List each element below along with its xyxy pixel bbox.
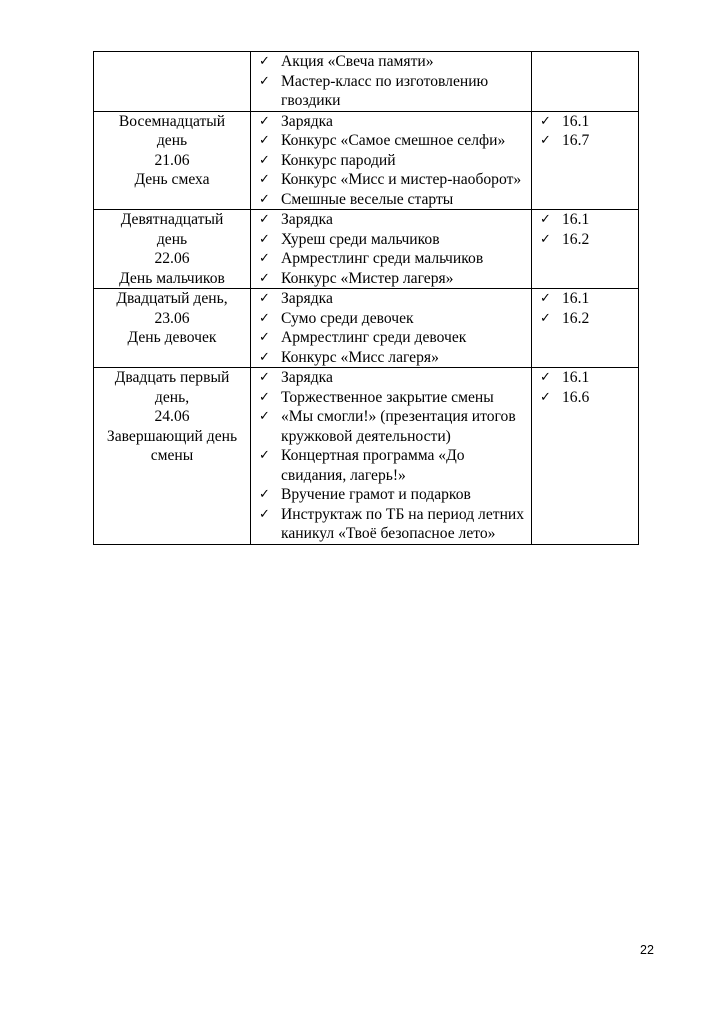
day-cell bbox=[94, 111, 251, 210]
event-text: Мастер-класс по изготовлению гвоздики bbox=[281, 72, 489, 109]
day-label-line: день bbox=[156, 230, 188, 248]
day-cell bbox=[94, 289, 251, 368]
check-mark-icon: ✓ bbox=[259, 172, 270, 187]
check-mark-icon: ✓ bbox=[259, 113, 270, 129]
list-item bbox=[259, 348, 529, 368]
check-mark-icon: ✓ bbox=[259, 270, 270, 286]
list-item bbox=[540, 230, 636, 250]
event-text: Инструктаж по ТБ на период летних каникул «Твоё безопасное лето» bbox=[281, 505, 525, 542]
code-text: 16.7 bbox=[562, 132, 590, 149]
check-mark-icon: ✓ bbox=[259, 54, 270, 69]
events-cell bbox=[251, 289, 532, 368]
events-cell bbox=[251, 111, 532, 210]
check-mark-icon: ✓ bbox=[540, 231, 551, 247]
check-mark-icon: ✓ bbox=[259, 487, 270, 502]
event-text: Торжественное закрытие смены bbox=[281, 388, 494, 406]
check-mark-icon: ✓ bbox=[259, 231, 270, 247]
day-cell bbox=[94, 368, 251, 545]
day-label-line: день bbox=[156, 132, 188, 149]
list-item bbox=[259, 289, 529, 309]
list-item bbox=[259, 72, 529, 111]
code-text: 16.1 bbox=[562, 290, 590, 307]
check-mark-icon: ✓ bbox=[540, 212, 551, 227]
check-mark-icon: ✓ bbox=[540, 389, 551, 405]
table-row bbox=[94, 210, 639, 289]
events-cell bbox=[251, 368, 532, 545]
check-mark-icon: ✓ bbox=[259, 251, 270, 266]
check-mark-icon: ✓ bbox=[259, 310, 270, 326]
list-item bbox=[540, 210, 636, 230]
schedule-table bbox=[93, 51, 639, 545]
list-item bbox=[259, 368, 529, 388]
day-label-line: Восемнадцатый bbox=[118, 112, 226, 130]
list-item bbox=[259, 230, 529, 250]
check-mark-icon: ✓ bbox=[259, 349, 270, 365]
code-text: 16.1 bbox=[562, 112, 590, 130]
event-text: Зарядка bbox=[281, 211, 333, 228]
list-item bbox=[259, 131, 529, 151]
check-mark-icon: ✓ bbox=[540, 113, 551, 129]
codes-list bbox=[532, 112, 638, 151]
check-mark-icon: ✓ bbox=[259, 370, 270, 385]
codes-list bbox=[532, 368, 638, 407]
check-mark-icon: ✓ bbox=[259, 448, 270, 463]
events-list bbox=[251, 52, 531, 111]
event-text: Армрестлинг среди девочек bbox=[281, 329, 467, 346]
day-cell bbox=[94, 210, 251, 289]
list-item bbox=[540, 309, 636, 329]
code-text: 16.1 bbox=[562, 211, 590, 228]
codes-cell bbox=[532, 111, 639, 210]
event-text: Смешные веселые старты bbox=[281, 190, 454, 208]
check-mark-icon: ✓ bbox=[540, 133, 551, 148]
day-label-line: Завершающий день bbox=[106, 427, 238, 445]
list-item bbox=[259, 190, 529, 210]
list-item bbox=[259, 112, 529, 132]
events-list bbox=[251, 210, 531, 288]
list-item bbox=[540, 368, 636, 388]
day-label-line: 23.06 bbox=[154, 309, 190, 327]
day-label-line: смены bbox=[150, 447, 194, 464]
event-text: Конкурс «Мисс лагеря» bbox=[281, 348, 439, 366]
day-label-line: день, bbox=[154, 388, 190, 406]
code-text: 16.1 bbox=[562, 369, 590, 386]
list-item bbox=[259, 170, 529, 190]
list-item bbox=[259, 249, 529, 269]
list-item bbox=[259, 446, 529, 485]
event-text: Зарядка bbox=[281, 369, 333, 386]
table-row bbox=[94, 111, 639, 210]
event-text: Конкурс пародий bbox=[281, 151, 396, 169]
event-text: Акция «Свеча памяти» bbox=[281, 53, 434, 70]
day-label-line: 21.06 bbox=[154, 151, 190, 169]
list-item bbox=[540, 131, 636, 151]
day-label-line: Двадцатый день, bbox=[116, 290, 228, 307]
page-number: 22 bbox=[640, 943, 654, 957]
list-item bbox=[540, 388, 636, 408]
table-row bbox=[94, 368, 639, 545]
events-cell bbox=[251, 52, 532, 112]
check-mark-icon: ✓ bbox=[540, 370, 551, 385]
code-text: 16.2 bbox=[562, 230, 590, 248]
check-mark-icon: ✓ bbox=[540, 291, 551, 306]
code-text: 16.6 bbox=[562, 388, 590, 406]
event-text: «Мы смогли!» (презентация итогов кружковой деятельности) bbox=[281, 408, 516, 445]
event-text: Вручение грамот и подарков bbox=[281, 486, 471, 503]
list-item bbox=[540, 112, 636, 132]
check-mark-icon: ✓ bbox=[259, 133, 270, 148]
day-label-line: 24.06 bbox=[154, 408, 190, 425]
day-cell bbox=[94, 52, 251, 112]
check-mark-icon: ✓ bbox=[259, 389, 270, 405]
event-text: Зарядка bbox=[281, 112, 333, 130]
list-item bbox=[259, 485, 529, 505]
day-label-line: Двадцать первый bbox=[114, 369, 230, 386]
day-label-line: 22.06 bbox=[154, 250, 190, 267]
event-text: Зарядка bbox=[281, 290, 333, 307]
event-text: Концертная программа «До свидания, лагерь!» bbox=[281, 447, 465, 484]
event-text: Армрестлинг среди мальчиков bbox=[281, 250, 484, 267]
codes-list bbox=[532, 289, 638, 328]
codes-cell bbox=[532, 52, 639, 112]
check-mark-icon: ✓ bbox=[259, 73, 270, 89]
list-item bbox=[259, 210, 529, 230]
list-item bbox=[540, 289, 636, 309]
event-text: Конкурс «Мисс и мистер-наоборот» bbox=[281, 171, 522, 188]
list-item bbox=[259, 269, 529, 289]
day-label-line: День девочек bbox=[127, 329, 217, 346]
events-list bbox=[251, 112, 531, 210]
list-item bbox=[259, 407, 529, 446]
table-row bbox=[94, 52, 639, 112]
event-text: Сумо среди девочек bbox=[281, 309, 414, 327]
list-item bbox=[259, 52, 529, 72]
event-text: Конкурс «Самое смешное селфи» bbox=[281, 132, 506, 149]
codes-cell bbox=[532, 289, 639, 368]
check-mark-icon: ✓ bbox=[259, 152, 270, 168]
check-mark-icon: ✓ bbox=[259, 330, 270, 345]
day-label-line: День смеха bbox=[134, 171, 210, 188]
schedule-table-body bbox=[94, 52, 639, 545]
check-mark-icon: ✓ bbox=[259, 506, 270, 522]
list-item bbox=[259, 505, 529, 544]
check-mark-icon: ✓ bbox=[259, 212, 270, 227]
check-mark-icon: ✓ bbox=[540, 310, 551, 326]
code-text: 16.2 bbox=[562, 309, 590, 327]
day-label-line: Девятнадцатый bbox=[120, 211, 224, 228]
day-label-line: День мальчиков bbox=[119, 269, 225, 287]
list-item bbox=[259, 151, 529, 171]
event-text: Хуреш среди мальчиков bbox=[281, 230, 440, 248]
events-list bbox=[251, 289, 531, 367]
list-item bbox=[259, 328, 529, 348]
table-row bbox=[94, 289, 639, 368]
codes-list bbox=[532, 210, 638, 249]
check-mark-icon: ✓ bbox=[259, 191, 270, 207]
events-cell bbox=[251, 210, 532, 289]
codes-cell bbox=[532, 368, 639, 545]
list-item bbox=[259, 388, 529, 408]
list-item bbox=[259, 309, 529, 329]
event-text: Конкурс «Мистер лагеря» bbox=[281, 269, 454, 287]
check-mark-icon: ✓ bbox=[259, 409, 270, 424]
codes-cell bbox=[532, 210, 639, 289]
check-mark-icon: ✓ bbox=[259, 291, 270, 306]
events-list bbox=[251, 368, 531, 544]
